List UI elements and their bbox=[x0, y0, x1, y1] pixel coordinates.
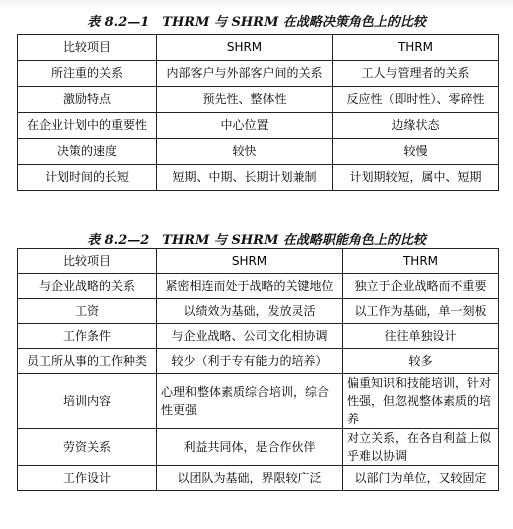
table-row bbox=[18, 429, 499, 466]
table-cell: 工资 bbox=[18, 299, 157, 324]
table-cell: 紧密相连而处于战略的关键地位 bbox=[157, 274, 343, 299]
table-cell: 以部门为单位，又较固定 bbox=[343, 466, 499, 491]
table-row bbox=[18, 87, 499, 113]
table-cell: 以团队为基础，界限较广泛 bbox=[157, 466, 343, 491]
table-row bbox=[18, 274, 499, 299]
table-cell: 往往单独设计 bbox=[343, 324, 499, 349]
table-cell: 员工所从事的工作种类 bbox=[18, 349, 157, 374]
table-row bbox=[18, 374, 499, 429]
header-cell: 比较项目 bbox=[18, 249, 157, 274]
header-cell: SHRM bbox=[157, 249, 343, 274]
table-cell: 反应性（即时性）、零碎性 bbox=[333, 87, 499, 113]
table-cell: 较少（利于专有能力的培养） bbox=[157, 349, 343, 374]
table-cell: 培训内容 bbox=[18, 374, 157, 429]
table-strategic-function-comparison bbox=[17, 248, 499, 491]
table-row bbox=[18, 324, 499, 349]
header-cell: THRM bbox=[333, 35, 499, 61]
table-cell: 偏重知识和技能培训，针对性强，但忽视整体素质的培养 bbox=[343, 374, 499, 429]
table-cell: 工人与管理者的关系 bbox=[333, 61, 499, 87]
table-cell: 利益共同体，是合作伙伴 bbox=[157, 429, 343, 466]
header-cell: 比较项目 bbox=[18, 35, 157, 61]
header-cell: SHRM bbox=[157, 35, 333, 61]
table1-caption: 表 8.2—1 THRM 与 SHRM 在战略决策角色上的比较 bbox=[87, 15, 426, 30]
table-row bbox=[18, 349, 499, 374]
table-cell: 中心位置 bbox=[157, 113, 333, 139]
table-cell: 预先性、整体性 bbox=[157, 87, 333, 113]
table-cell: 较多 bbox=[343, 349, 499, 374]
table-cell: 决策的速度 bbox=[18, 139, 157, 165]
table-cell: 以绩效为基础，发放灵活 bbox=[157, 299, 343, 324]
table-row bbox=[18, 113, 499, 139]
table-cell: 对立关系，在各自利益上似乎难以协调 bbox=[343, 429, 499, 466]
table-cell: 较慢 bbox=[333, 139, 499, 165]
table-cell: 劳资关系 bbox=[18, 429, 157, 466]
table-cell: 以工作为基础，单一刻板 bbox=[343, 299, 499, 324]
table-row bbox=[18, 466, 499, 491]
table-cell: 与企业战略、公司文化相协调 bbox=[157, 324, 343, 349]
table-header-row bbox=[18, 249, 499, 274]
table-cell: 边缘状态 bbox=[333, 113, 499, 139]
table-cell: 较快 bbox=[157, 139, 333, 165]
table-cell: 工作条件 bbox=[18, 324, 157, 349]
table2-caption: 表 8.2—2 THRM 与 SHRM 在战略职能角色上的比较 bbox=[87, 233, 426, 248]
table-strategic-decision-comparison bbox=[17, 34, 499, 191]
table-cell: 内部客户与外部客户间的关系 bbox=[157, 61, 333, 87]
table-cell: 心理和整体素质综合培训，综合性更强 bbox=[157, 374, 343, 429]
table-cell: 短期、中期、长期计划兼制 bbox=[157, 165, 333, 191]
header-cell: THRM bbox=[343, 249, 499, 274]
table-cell: 所注重的关系 bbox=[18, 61, 157, 87]
top-strip bbox=[0, 0, 513, 8]
table-cell: 计划时间的长短 bbox=[18, 165, 157, 191]
table-row bbox=[18, 139, 499, 165]
table-cell: 工作设计 bbox=[18, 466, 157, 491]
table-cell: 独立于企业战略而不重要 bbox=[343, 274, 499, 299]
table-cell: 计划期较短，属中、短期 bbox=[333, 165, 499, 191]
table-cell: 与企业战略的关系 bbox=[18, 274, 157, 299]
table-row bbox=[18, 299, 499, 324]
table-header-row bbox=[18, 35, 499, 61]
table-cell: 激励特点 bbox=[18, 87, 157, 113]
table-cell: 在企业计划中的重要性 bbox=[18, 113, 157, 139]
table-row bbox=[18, 165, 499, 191]
table-row bbox=[18, 61, 499, 87]
